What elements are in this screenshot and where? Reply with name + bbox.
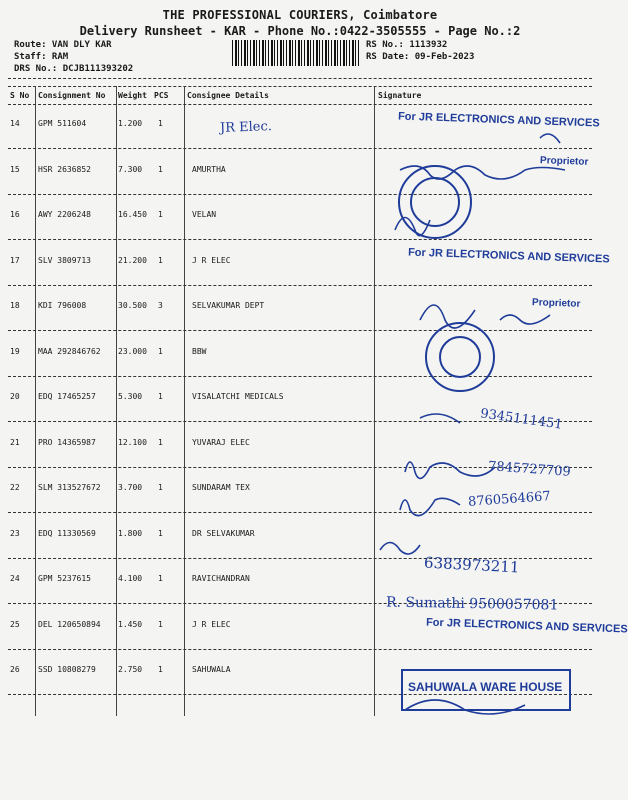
pcs-cell: 1 — [158, 346, 163, 356]
consignee-cell: VELAN — [192, 210, 217, 219]
route-label: Route: VAN DLY KAR — [14, 40, 112, 50]
consignee-cell: J R ELEC — [192, 255, 231, 265]
consignment-cell: MAA 292846762 — [38, 346, 101, 356]
sno-cell: 18 — [10, 301, 20, 310]
pcs-cell: 1 — [158, 255, 163, 265]
consignee-cell: AMURTHA — [192, 164, 226, 174]
pcs-cell: 1 — [158, 210, 163, 219]
consignment-cell: AWY 2206248 — [38, 210, 91, 219]
pcs-cell: 1 — [158, 392, 163, 401]
weight-cell: 1.450 — [118, 619, 143, 629]
consignee-cell: SUNDARAM TEX — [192, 483, 250, 492]
column-header-consignee: Consignee Details — [187, 91, 269, 100]
sno-cell: 14 — [10, 119, 20, 128]
consignee-cell: SAHUWALA — [192, 665, 231, 674]
consignee-cell: YUVARAJ ELEC — [192, 437, 250, 447]
pcs-cell: 1 — [158, 437, 163, 447]
handwritten-consignee: JR Elec. — [219, 119, 273, 136]
column-header-consignment: Consignment No — [38, 91, 106, 100]
pcs-cell: 1 — [158, 483, 163, 492]
rs-date: RS Date: 09-Feb-2023 — [366, 52, 475, 62]
consignee-cell: J R ELEC — [192, 619, 231, 629]
weight-cell: 30.500 — [118, 301, 147, 310]
pcs-cell: 1 — [158, 528, 163, 538]
consignment-cell: GPM 5237615 — [38, 574, 91, 583]
consignment-cell: PRO 14365987 — [38, 437, 96, 447]
handwritten-phone: 6383973211 — [423, 553, 520, 577]
pcs-cell: 1 — [158, 665, 163, 674]
consignee-cell: VISALATCHI MEDICALS — [192, 392, 284, 401]
round-seal-icon — [426, 323, 494, 391]
runsheet-title: THE PROFESSIONAL COURIERS, Coimbatore — [162, 8, 438, 22]
sno-cell: 23 — [10, 528, 20, 538]
consignment-cell: EDQ 11330569 — [38, 528, 96, 538]
pcs-cell: 1 — [158, 164, 163, 174]
sno-cell: 19 — [10, 346, 20, 356]
drs-number: DRS No.: DCJB111393202 — [14, 64, 134, 74]
runsheet-subtitle: Delivery Runsheet - KAR - Phone No.:0422-3505555 - Page No.:2 — [79, 24, 521, 38]
column-header-signature: Signature — [378, 91, 422, 100]
handwritten-name-phone: R. Sumathi 9500057081 — [385, 594, 559, 614]
sno-cell: 26 — [10, 665, 20, 674]
pcs-cell: 3 — [158, 301, 163, 310]
weight-cell: 7.300 — [118, 164, 143, 174]
weight-cell: 1.800 — [118, 528, 143, 538]
sno-cell: 21 — [10, 437, 20, 447]
consignment-cell: DEL 120650894 — [38, 619, 101, 629]
sno-cell: 24 — [10, 574, 20, 583]
sno-cell: 22 — [10, 483, 20, 492]
weight-cell: 3.700 — [118, 483, 143, 492]
jr-electronics-stamp: For JR ELECTRONICS AND SERVICES — [397, 110, 600, 130]
pcs-cell: 1 — [158, 119, 163, 128]
consignment-cell: HSR 2636852 — [38, 164, 91, 174]
pcs-cell: 1 — [158, 619, 163, 629]
weight-cell: 16.450 — [118, 210, 147, 219]
jr-electronics-stamp: For JR ELECTRONICS AND SERVICES — [407, 246, 610, 266]
weight-cell: 23.000 — [118, 346, 147, 356]
consignment-cell: GPM 511604 — [38, 119, 87, 128]
sahuwala-stamp: SAHUWALA WARE HOUSE — [408, 680, 563, 694]
consignment-cell: KDI 796008 — [38, 301, 87, 310]
handwritten-phone: 9345111451 — [479, 406, 564, 433]
consignee-cell: SELVAKUMAR DEPT — [192, 301, 265, 310]
sno-cell: 20 — [10, 392, 20, 401]
weight-cell: 4.100 — [118, 574, 143, 583]
weight-cell: 5.300 — [118, 392, 143, 401]
weight-cell: 1.200 — [118, 119, 143, 128]
handwritten-phone: 7845727709 — [487, 459, 572, 480]
round-seal-icon — [399, 166, 471, 238]
consignee-cell: BBW — [192, 346, 207, 356]
sno-cell: 16 — [10, 210, 20, 219]
weight-cell: 12.100 — [118, 437, 147, 447]
column-header-weight: Weight — [118, 91, 147, 100]
proprietor-stamp: Proprietor — [531, 297, 581, 310]
consignment-cell: SSD 10808279 — [38, 665, 96, 674]
consignment-cell: SLM 313527672 — [38, 483, 101, 492]
staff-label: Staff: RAM — [14, 52, 69, 62]
weight-cell: 2.750 — [118, 665, 143, 674]
handwritten-phone: 8760564667 — [467, 489, 552, 510]
consignee-cell: RAVICHANDRAN — [192, 574, 250, 583]
pcs-cell: 1 — [158, 574, 163, 583]
consignment-cell: EDQ 17465257 — [38, 392, 96, 401]
jr-electronics-stamp: For JR ELECTRONICS AND SERVICES — [425, 616, 628, 636]
column-header-sno: S No — [10, 91, 30, 100]
consignment-cell: SLV 3809713 — [38, 255, 91, 265]
column-header-pcs: PCS — [154, 91, 169, 100]
sno-cell: 15 — [10, 164, 20, 174]
weight-cell: 21.200 — [118, 255, 147, 265]
sno-cell: 25 — [10, 619, 20, 629]
rs-number: RS No.: 1113932 — [366, 40, 448, 50]
consignee-cell: DR SELVAKUMAR — [192, 528, 255, 538]
proprietor-stamp: Proprietor — [539, 155, 589, 168]
sno-cell: 17 — [10, 255, 20, 265]
